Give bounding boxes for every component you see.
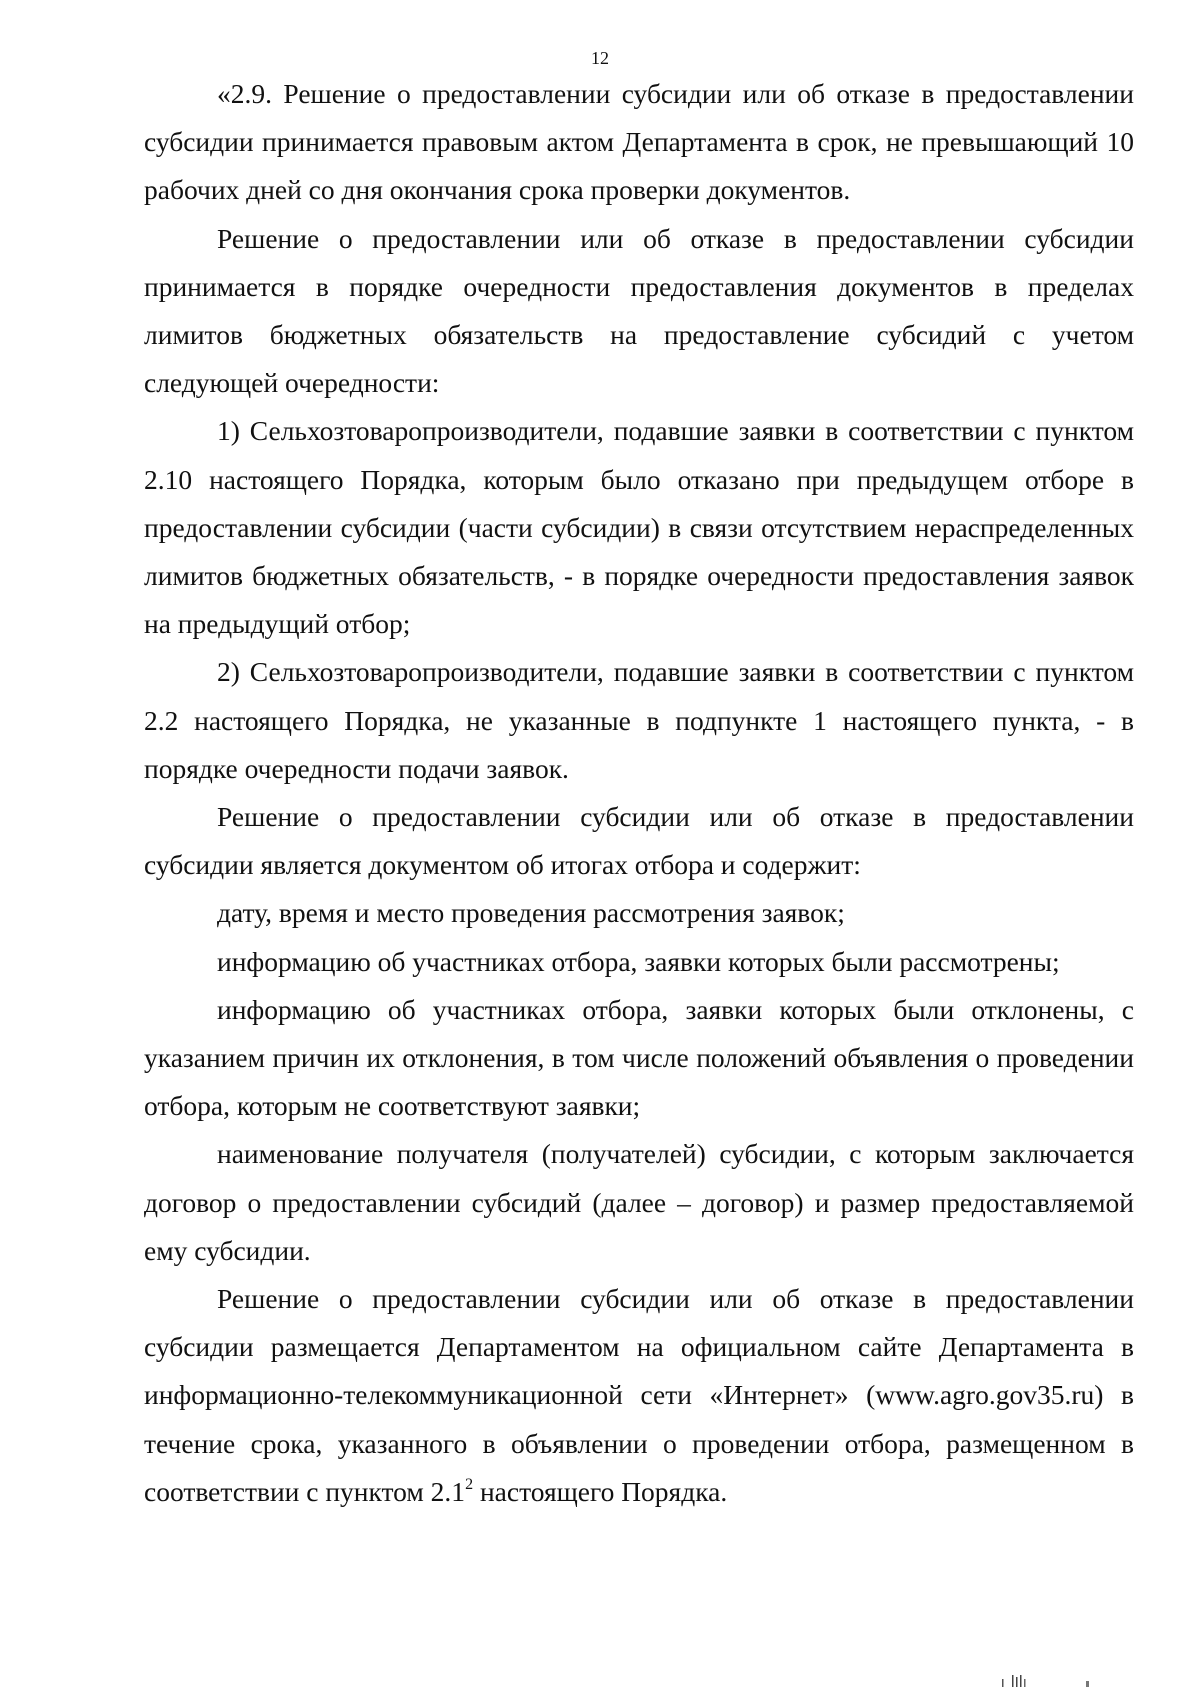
paragraph-publication [144, 1275, 1134, 1516]
list-item-recipient-name: наименование получателя (получателей) субсидии, с которым заключается договор о предоставлении субсидий (далее – договор) и размер предоставляемой ему субсидии. [144, 1138, 1134, 1266]
publication-text-end: настоящего Порядка. [473, 1475, 728, 1507]
paragraph-2-9: «2.9. Решение о предоставлении субсидии или об отказе в предоставлении субсидии принимается правовым актом Департамента в срок, не превышающий 10 рабочих дней со дня окончания срока проверки документов. [144, 78, 1134, 206]
footnote-superscript: 2 [465, 1475, 474, 1493]
scan-artifact-marks [1000, 1673, 1120, 1687]
list-item-reviewed-participants: информацию об участниках отбора, заявки которых были рассмотрены; [217, 945, 1060, 977]
paragraph-priority-1: 1) Сельхозтоваропроизводители, подавшие заявки в соответствии с пунктом 2.10 настоящего Порядка, которым было отказано при предыдущем отборе в предоставлении субсидии (части субсидии) в связи отсутствием нераспределенных лимитов бюджетных обязательств, - в порядке очередности предоставления заявок на предыдущий отбор; [144, 415, 1134, 640]
document-body [144, 70, 1134, 1516]
list-item-rejected-participants: информацию об участниках отбора, заявки которых были отклонены, с указанием причин их отклонения, в том числе положений объявления о проведении отбора, которым не соответствуют заявки; [144, 993, 1134, 1122]
publication-text: Решение о предоставлении субсидии или об отказе в предоставлении субсидии размещается Департаментом на официальном сайте Департамента в информационно-телекоммуникационной сети «Интернет» (www.agro.gov35.ru) в течение срока, указанного в объявлении о проведении отбора, размещенном в соответствии с пунктом 2.1 [144, 1283, 1134, 1507]
paragraph-priority-2: 2) Сельхозтоваропроизводители, подавшие заявки в соответствии с пунктом 2.2 настоящего Порядка, не указанные в подпункте 1 настоящего пункта, - в порядке очередности подачи заявок. [144, 656, 1134, 784]
page-number: 12 [591, 48, 609, 68]
list-item-date-time-place: дату, время и место проведения рассмотрения заявок; [217, 897, 845, 929]
paragraph-decision-content: Решение о предоставлении субсидии или об отказе в предоставлении субсидии является документом об итогах отбора и содержит: [144, 801, 1134, 881]
paragraph-decision-order: Решение о предоставлении или об отказе в предоставлении субсидии принимается в порядке очередности предоставления документов в пределах лимитов бюджетных обязательств на предоставление субсидий с учетом следующей очередности: [144, 222, 1134, 399]
